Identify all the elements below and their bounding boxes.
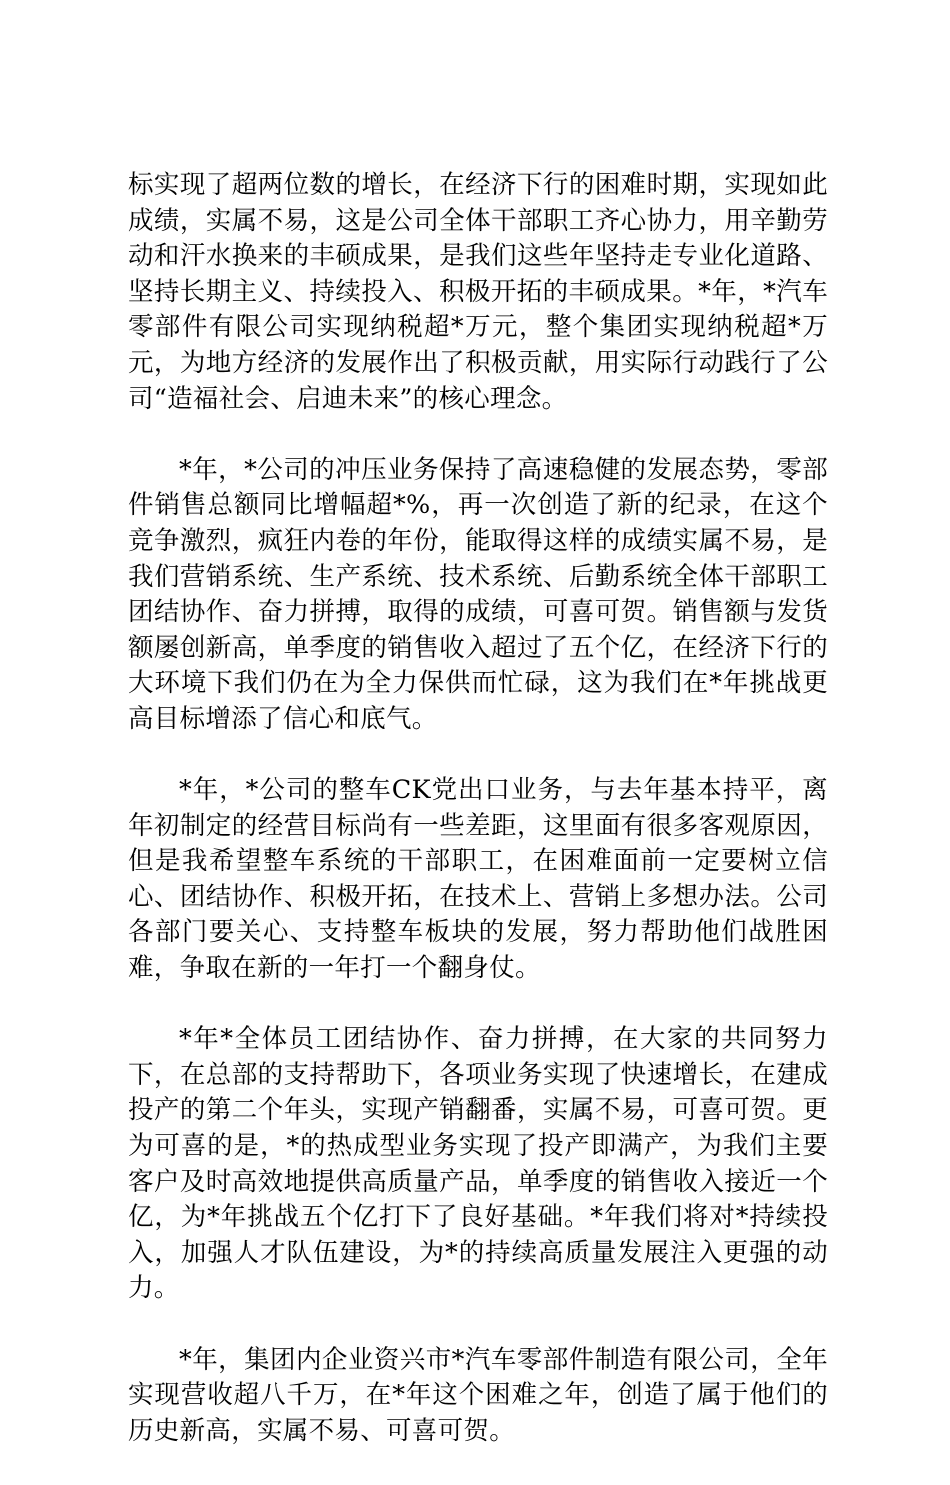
paragraph-2: *年，*公司的冲压业务保持了高速稳健的发展态势，零部件销售总额同比增幅超*%，再一次创造了新的纪录，在这个竞争激烈，疯狂内卷的年份，能取得这样的成绩实属不易，是我们营销系统、生产系统、技术系统、后勤系统全体干部职工团结协作、奋力拼搏，取得的成绩，可喜可贺。销售额与发货额屡创新高，单季度的销售收入超过了五个亿，在经济下行的大环境下我们仍在为全力保供而忙碌，这为我们在*年挑战更高目标增添了信心和底气。 (128, 454, 828, 734)
paragraph-1: 标实现了超两位数的增长，在经济下行的困难时期，实现如此成绩，实属不易，这是公司全体干部职工齐心协力，用辛勤劳动和汗水换来的丰硕成果，是我们这些年坚持走专业化道路、坚持长期主义、持续投入、积极开拓的丰硕成果。*年，*汽车零部件有限公司实现纳税超*万元，整个集团实现纳税超*万元，为地方经济的发展作出了积极贡献，用实际行动践行了公司“造福社会、启迪未来”的核心理念。 (128, 170, 828, 414)
paragraph-5: *年，集团内企业资兴市*汽车零部件制造有限公司，全年实现营收超八千万，在*年这个困难之年，创造了属于他们的历史新高，实属不易、可喜可贺。 (128, 1344, 828, 1446)
paragraph-4: *年*全体员工团结协作、奋力拼搏，在大家的共同努力下，在总部的支持帮助下，各项业务实现了快速增长，在建成投产的第二个年头，实现产销翻番，实属不易，可喜可贺。更为可喜的是，*的热成型业务实现了投产即满产，为我们主要客户及时高效地提供高质量产品，单季度的销售收入接近一个亿，为*年挑战五个亿打下了良好基础。*年我们将对*持续投入，加强人才队伍建设，为*的持续高质量发展注入更强的动力。 (128, 1024, 828, 1304)
document-body (128, 168, 828, 1485)
paragraph-3: *年，*公司的整车CK党出口业务，与去年基本持平，离年初制定的经营目标尚有一些差距，这里面有很多客观原因，但是我希望整车系统的干部职工，在困难面前一定要树立信心、团结协作、积极开拓，在技术上、营销上多想办法。公司各部门要关心、支持整车板块的发展，努力帮助他们战胜困难，争取在新的一年打一个翻身仗。 (128, 775, 828, 984)
